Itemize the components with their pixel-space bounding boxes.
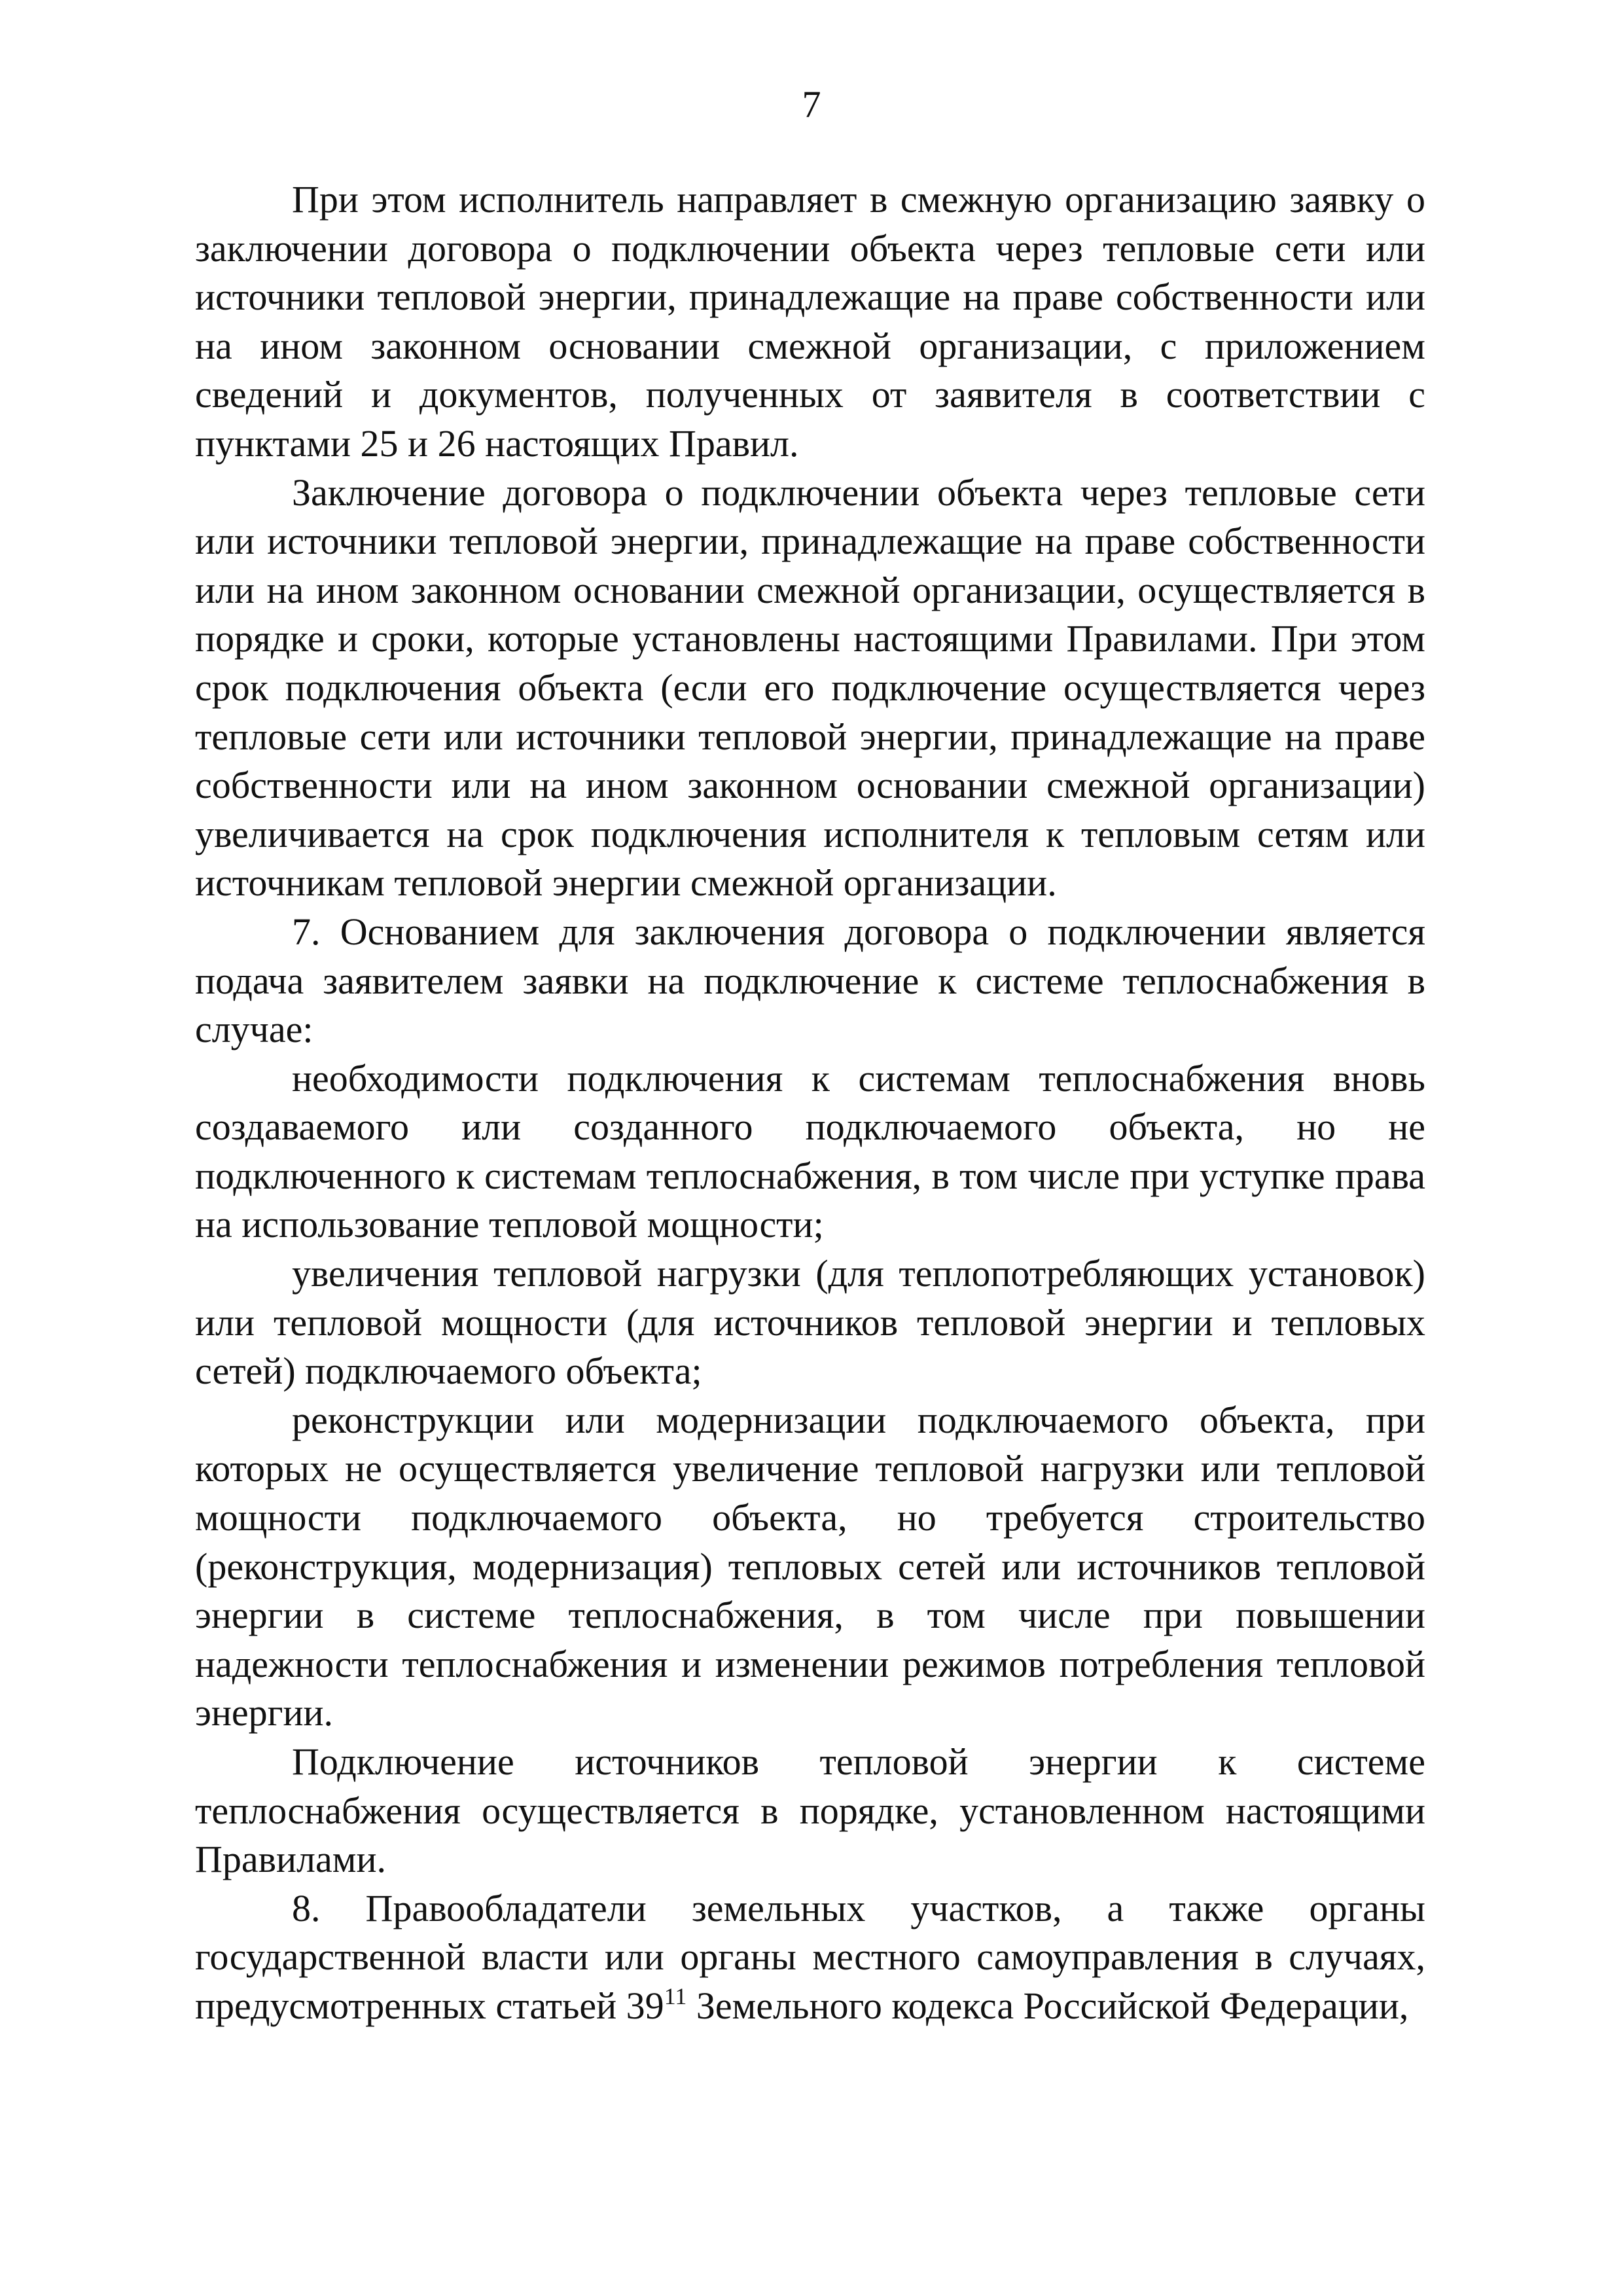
- paragraph-clause-7: 7. Основанием для заключения договора о подключении является подача заявителем заявки на подключение к системе теплоснабжения в случае:: [195, 910, 1425, 1051]
- document-body: [195, 175, 1425, 2031]
- paragraph: необходимости подключения к системам теплоснабжения вновь создаваемого или созданного подключаемого объекта, но не подключенного к системам теплоснабжения, в том числе при уступке права на использование тепловой мощности;: [195, 1056, 1425, 1246]
- paragraph: Заключение договора о подключении объекта через тепловые сети или источники тепловой энергии, принадлежащие на праве собственности или на ином законном основании смежной организации, осуществляется в порядке и сроки, которые установлены настоящими Правилами. При этом срок подключения объекта (если его подключение осуществляется через тепловые сети или источники тепловой энергии, принадлежащие на праве собственности или на ином законном основании смежной организации) увеличивается на срок подключения исполнителя к тепловым сетям или источникам тепловой энергии смежной организации.: [195, 471, 1425, 905]
- paragraph: реконструкции или модернизации подключаемого объекта, при которых не осуществляется увеличение тепловой нагрузки или тепловой мощности подключаемого объекта, но требуется строительство (реконструкция, модернизация) тепловых сетей или источников тепловой энергии в системе теплоснабжения, в том числе при повышении надежности теплоснабжения и изменении режимов потребления тепловой энергии.: [195, 1398, 1425, 1734]
- paragraph: При этом исполнитель направляет в смежную организацию заявку о заключении договора о подключении объекта через тепловые сети или источники тепловой энергии, принадлежащие на праве собственности или на ином законном основании смежной организации, с приложением сведений и документов, полученных от заявителя в соответствии с пунктами 25 и 26 настоящих Правил.: [195, 178, 1425, 465]
- article-superscript: 11: [664, 1982, 687, 2009]
- page-number: 7: [802, 83, 821, 126]
- paragraph-text: 8. Правообладатели земельных участков, а также органы государственной власти или органы местного самоуправления в случаях, предусмотренных статьей 39: [195, 1886, 1425, 2027]
- paragraph-clause-8: [195, 1884, 1425, 2031]
- paragraph-text: Земельного кодекса Российской Федерации,: [687, 1984, 1409, 2027]
- paragraph: Подключение источников тепловой энергии к системе теплоснабжения осуществляется в порядке, установленном настоящими Правилами.: [195, 1740, 1425, 1881]
- paragraph: увеличения тепловой нагрузки (для теплопотребляющих установок) или тепловой мощности (для источников тепловой энергии и тепловых сетей) подключаемого объекта;: [195, 1252, 1425, 1393]
